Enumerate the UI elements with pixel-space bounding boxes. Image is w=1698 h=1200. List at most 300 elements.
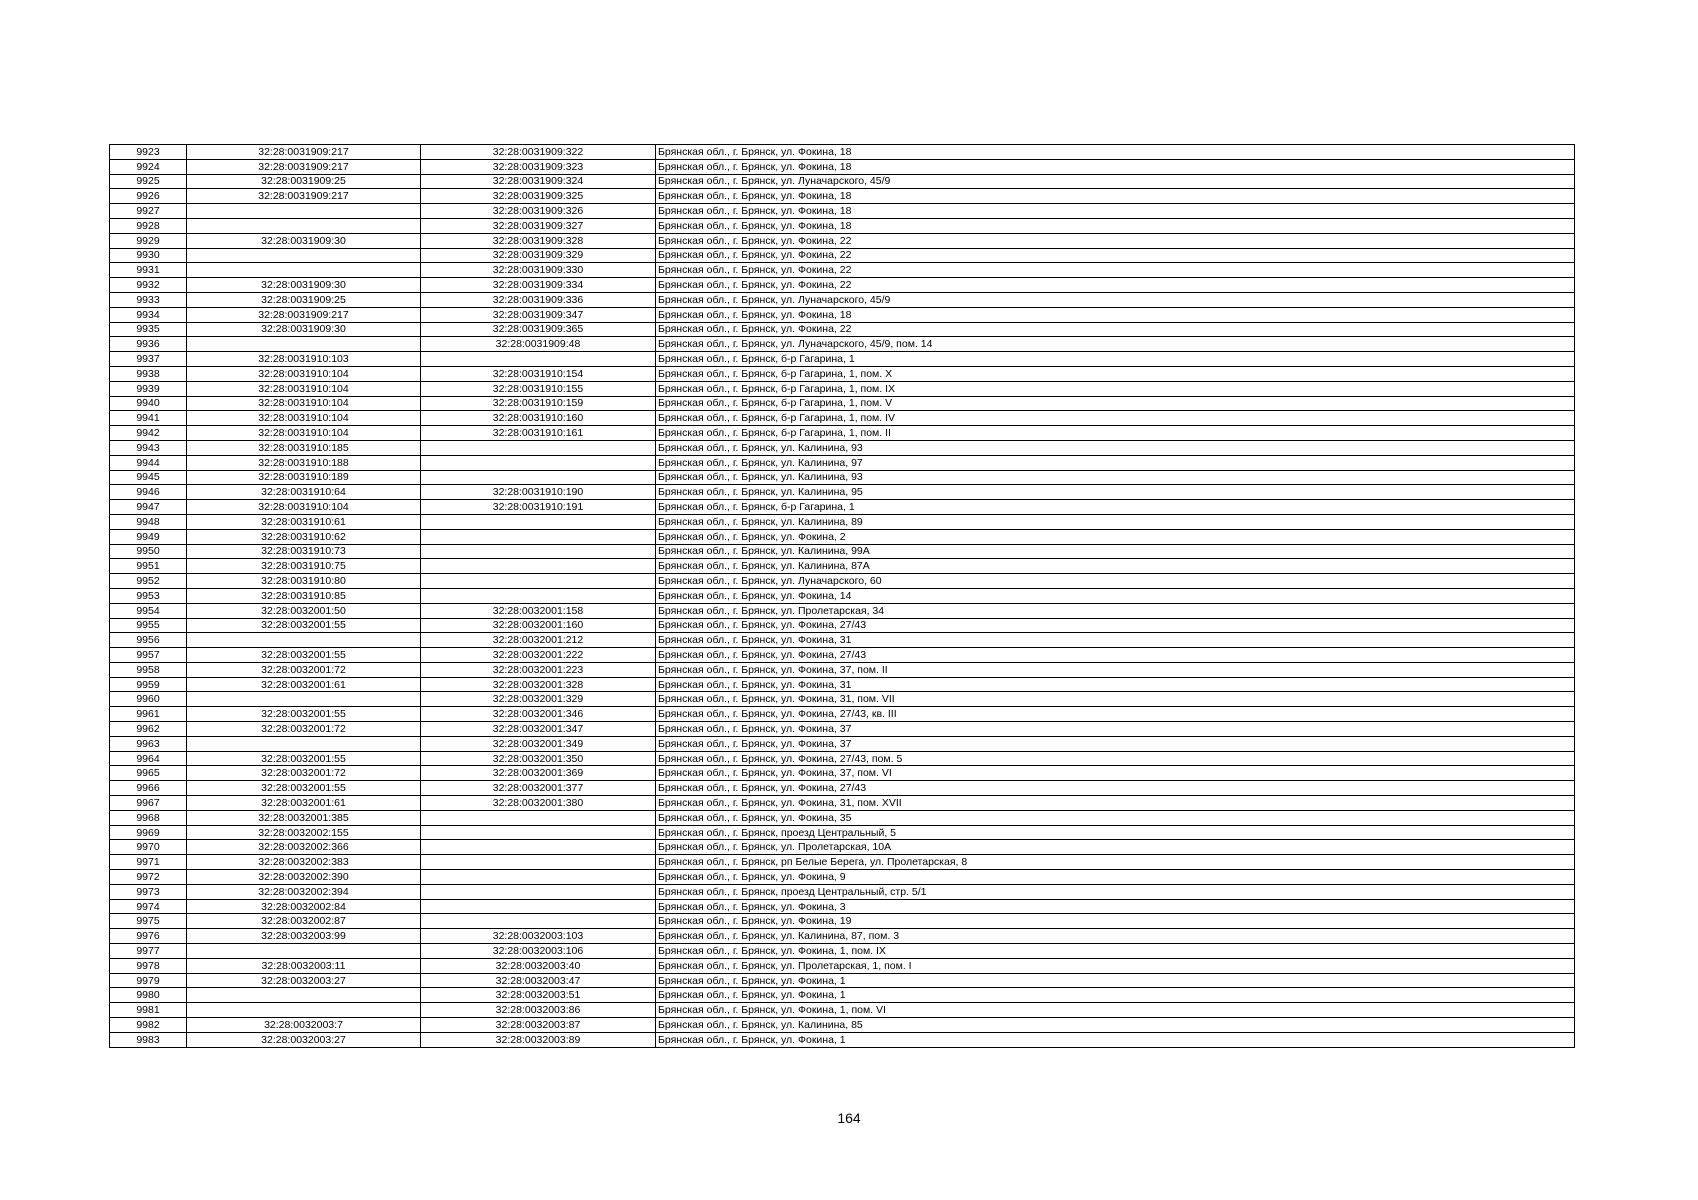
parcel-cadastral-number-cell — [187, 218, 421, 233]
address-cell: Брянская обл., г. Брянск, ул. Пролетарская, 1, пом. I — [656, 958, 1575, 973]
table-row — [110, 677, 1575, 692]
parcel-cadastral-number-cell: 32:28:0031910:104 — [187, 426, 421, 441]
address-cell: Брянская обл., г. Брянск, ул. Фокина, 18 — [656, 204, 1575, 219]
row-number-cell: 9944 — [110, 455, 187, 470]
object-cadastral-number-cell — [421, 514, 656, 529]
parcel-cadastral-number-cell: 32:28:0031910:62 — [187, 529, 421, 544]
parcel-cadastral-number-cell: 32:28:0031909:217 — [187, 307, 421, 322]
table-row — [110, 559, 1575, 574]
table-row — [110, 1018, 1575, 1033]
table-row — [110, 855, 1575, 870]
address-cell: Брянская обл., г. Брянск, ул. Пролетарская, 10А — [656, 840, 1575, 855]
address-cell: Брянская обл., г. Брянск, ул. Фокина, 22 — [656, 263, 1575, 278]
object-cadastral-number-cell: 32:28:0032001:212 — [421, 633, 656, 648]
page-number: 164 — [837, 1110, 861, 1126]
object-cadastral-number-cell: 32:28:0032001:377 — [421, 781, 656, 796]
object-cadastral-number-cell — [421, 899, 656, 914]
object-cadastral-number-cell: 32:28:0031909:322 — [421, 145, 656, 160]
row-number-cell: 9930 — [110, 248, 187, 263]
parcel-cadastral-number-cell: 32:28:0032001:55 — [187, 751, 421, 766]
table-row — [110, 707, 1575, 722]
parcel-cadastral-number-cell: 32:28:0032001:72 — [187, 722, 421, 737]
address-cell: Брянская обл., г. Брянск, ул. Фокина, 31 — [656, 677, 1575, 692]
table-row — [110, 810, 1575, 825]
row-number-cell: 9953 — [110, 588, 187, 603]
address-cell: Брянская обл., г. Брянск, ул. Луначарского, 45/9, пом. 14 — [656, 337, 1575, 352]
object-cadastral-number-cell: 32:28:0032001:223 — [421, 662, 656, 677]
address-cell: Брянская обл., г. Брянск, ул. Калинина, 93 — [656, 440, 1575, 455]
address-cell: Брянская обл., г. Брянск, проезд Центральный, 5 — [656, 825, 1575, 840]
parcel-cadastral-number-cell: 32:28:0032002:87 — [187, 914, 421, 929]
parcel-cadastral-number-cell: 32:28:0031910:188 — [187, 455, 421, 470]
address-cell: Брянская обл., г. Брянск, ул. Фокина, 2 — [656, 529, 1575, 544]
object-cadastral-number-cell: 32:28:0032001:158 — [421, 603, 656, 618]
table-row — [110, 958, 1575, 973]
table-row — [110, 929, 1575, 944]
object-cadastral-number-cell: 32:28:0031909:324 — [421, 174, 656, 189]
row-number-cell: 9981 — [110, 1003, 187, 1018]
table-row — [110, 381, 1575, 396]
row-number-cell: 9975 — [110, 914, 187, 929]
object-cadastral-number-cell: 32:28:0032003:51 — [421, 988, 656, 1003]
address-cell: Брянская обл., г. Брянск, ул. Луначарского, 60 — [656, 574, 1575, 589]
table-row — [110, 825, 1575, 840]
row-number-cell: 9949 — [110, 529, 187, 544]
row-number-cell: 9926 — [110, 189, 187, 204]
address-cell: Брянская обл., г. Брянск, ул. Фокина, 31 — [656, 633, 1575, 648]
parcel-cadastral-number-cell: 32:28:0031910:61 — [187, 514, 421, 529]
table-row — [110, 973, 1575, 988]
row-number-cell: 9946 — [110, 485, 187, 500]
row-number-cell: 9940 — [110, 396, 187, 411]
row-number-cell: 9952 — [110, 574, 187, 589]
address-cell: Брянская обл., г. Брянск, ул. Фокина, 1, пом. IX — [656, 944, 1575, 959]
parcel-cadastral-number-cell — [187, 988, 421, 1003]
row-number-cell: 9948 — [110, 514, 187, 529]
parcel-cadastral-number-cell — [187, 1003, 421, 1018]
object-cadastral-number-cell: 32:28:0032001:350 — [421, 751, 656, 766]
row-number-cell: 9942 — [110, 426, 187, 441]
row-number-cell: 9959 — [110, 677, 187, 692]
address-cell: Брянская обл., г. Брянск, б-р Гагарина, 1, пом. II — [656, 426, 1575, 441]
object-cadastral-number-cell: 32:28:0032001:222 — [421, 648, 656, 663]
parcel-cadastral-number-cell: 32:28:0031909:25 — [187, 174, 421, 189]
object-cadastral-number-cell: 32:28:0032001:346 — [421, 707, 656, 722]
parcel-cadastral-number-cell: 32:28:0032002:366 — [187, 840, 421, 855]
parcel-cadastral-number-cell — [187, 736, 421, 751]
table-body — [110, 145, 1575, 1048]
parcel-cadastral-number-cell — [187, 692, 421, 707]
object-cadastral-number-cell: 32:28:0032003:89 — [421, 1032, 656, 1047]
table-row — [110, 426, 1575, 441]
address-cell: Брянская обл., г. Брянск, ул. Калинина, 93 — [656, 470, 1575, 485]
table-row — [110, 870, 1575, 885]
row-number-cell: 9973 — [110, 884, 187, 899]
table-row — [110, 174, 1575, 189]
parcel-cadastral-number-cell: 32:28:0031910:104 — [187, 500, 421, 515]
parcel-cadastral-number-cell: 32:28:0031910:75 — [187, 559, 421, 574]
address-cell: Брянская обл., г. Брянск, ул. Фокина, 19 — [656, 914, 1575, 929]
row-number-cell: 9974 — [110, 899, 187, 914]
table-row — [110, 840, 1575, 855]
object-cadastral-number-cell: 32:28:0032001:160 — [421, 618, 656, 633]
parcel-cadastral-number-cell: 32:28:0032003:11 — [187, 958, 421, 973]
address-cell: Брянская обл., г. Брянск, ул. Фокина, 22 — [656, 248, 1575, 263]
parcel-cadastral-number-cell: 32:28:0031910:104 — [187, 366, 421, 381]
object-cadastral-number-cell — [421, 588, 656, 603]
table-row — [110, 662, 1575, 677]
parcel-cadastral-number-cell: 32:28:0031910:103 — [187, 352, 421, 367]
object-cadastral-number-cell — [421, 440, 656, 455]
object-cadastral-number-cell: 32:28:0031909:336 — [421, 292, 656, 307]
table-row — [110, 366, 1575, 381]
parcel-cadastral-number-cell: 32:28:0032001:72 — [187, 662, 421, 677]
object-cadastral-number-cell: 32:28:0031909:323 — [421, 159, 656, 174]
parcel-cadastral-number-cell: 32:28:0032001:72 — [187, 766, 421, 781]
object-cadastral-number-cell: 32:28:0031909:48 — [421, 337, 656, 352]
parcel-cadastral-number-cell: 32:28:0032001:50 — [187, 603, 421, 618]
parcel-cadastral-number-cell: 32:28:0032002:84 — [187, 899, 421, 914]
address-cell: Брянская обл., г. Брянск, ул. Фокина, 31, пом. XVII — [656, 796, 1575, 811]
address-cell: Брянская обл., г. Брянск, ул. Фокина, 27/43, пом. 5 — [656, 751, 1575, 766]
address-cell: Брянская обл., г. Брянск, ул. Калинина, 99А — [656, 544, 1575, 559]
object-cadastral-number-cell: 32:28:0031910:155 — [421, 381, 656, 396]
table-row — [110, 292, 1575, 307]
address-cell: Брянская обл., г. Брянск, ул. Пролетарская, 34 — [656, 603, 1575, 618]
row-number-cell: 9943 — [110, 440, 187, 455]
table-row — [110, 884, 1575, 899]
object-cadastral-number-cell: 32:28:0032001:347 — [421, 722, 656, 737]
table-row — [110, 899, 1575, 914]
address-cell: Брянская обл., г. Брянск, ул. Фокина, 3 — [656, 899, 1575, 914]
row-number-cell: 9923 — [110, 145, 187, 160]
row-number-cell: 9934 — [110, 307, 187, 322]
row-number-cell: 9927 — [110, 204, 187, 219]
object-cadastral-number-cell: 32:28:0031909:328 — [421, 233, 656, 248]
object-cadastral-number-cell: 32:28:0031910:154 — [421, 366, 656, 381]
parcel-cadastral-number-cell: 32:28:0031910:80 — [187, 574, 421, 589]
address-cell: Брянская обл., г. Брянск, ул. Фокина, 22 — [656, 322, 1575, 337]
object-cadastral-number-cell: 32:28:0031909:327 — [421, 218, 656, 233]
row-number-cell: 9936 — [110, 337, 187, 352]
object-cadastral-number-cell: 32:28:0032003:87 — [421, 1018, 656, 1033]
address-cell: Брянская обл., г. Брянск, ул. Фокина, 35 — [656, 810, 1575, 825]
table-row — [110, 396, 1575, 411]
row-number-cell: 9945 — [110, 470, 187, 485]
table-row — [110, 248, 1575, 263]
row-number-cell: 9939 — [110, 381, 187, 396]
table-row — [110, 751, 1575, 766]
address-cell: Брянская обл., г. Брянск, б-р Гагарина, 1 — [656, 500, 1575, 515]
row-number-cell: 9941 — [110, 411, 187, 426]
address-cell: Брянская обл., г. Брянск, ул. Луначарского, 45/9 — [656, 174, 1575, 189]
object-cadastral-number-cell — [421, 529, 656, 544]
parcel-cadastral-number-cell: 32:28:0032001:55 — [187, 781, 421, 796]
table-row — [110, 263, 1575, 278]
address-cell: Брянская обл., г. Брянск, ул. Калинина, 95 — [656, 485, 1575, 500]
parcel-cadastral-number-cell: 32:28:0031910:64 — [187, 485, 421, 500]
parcel-cadastral-number-cell: 32:28:0031910:185 — [187, 440, 421, 455]
table-row — [110, 278, 1575, 293]
parcel-cadastral-number-cell: 32:28:0032001:55 — [187, 618, 421, 633]
row-number-cell: 9925 — [110, 174, 187, 189]
table-row — [110, 189, 1575, 204]
address-cell: Брянская обл., г. Брянск, б-р Гагарина, 1, пом. IV — [656, 411, 1575, 426]
object-cadastral-number-cell — [421, 825, 656, 840]
address-cell: Брянская обл., г. Брянск, ул. Фокина, 1 — [656, 1032, 1575, 1047]
table-row — [110, 322, 1575, 337]
parcel-cadastral-number-cell: 32:28:0032001:61 — [187, 796, 421, 811]
table-row — [110, 544, 1575, 559]
row-number-cell: 9983 — [110, 1032, 187, 1047]
row-number-cell: 9929 — [110, 233, 187, 248]
parcel-cadastral-number-cell — [187, 263, 421, 278]
table-row — [110, 411, 1575, 426]
row-number-cell: 9933 — [110, 292, 187, 307]
parcel-cadastral-number-cell — [187, 944, 421, 959]
table-row — [110, 514, 1575, 529]
table-row — [110, 233, 1575, 248]
address-cell: Брянская обл., г. Брянск, ул. Фокина, 18 — [656, 307, 1575, 322]
parcel-cadastral-number-cell: 32:28:0031910:189 — [187, 470, 421, 485]
object-cadastral-number-cell — [421, 855, 656, 870]
address-cell: Брянская обл., г. Брянск, ул. Фокина, 37, пом. II — [656, 662, 1575, 677]
table-row — [110, 781, 1575, 796]
address-cell: Брянская обл., г. Брянск, ул. Фокина, 1 — [656, 988, 1575, 1003]
row-number-cell: 9980 — [110, 988, 187, 1003]
address-cell: Брянская обл., г. Брянск, ул. Калинина, 89 — [656, 514, 1575, 529]
table-row — [110, 648, 1575, 663]
row-number-cell: 9935 — [110, 322, 187, 337]
object-cadastral-number-cell: 32:28:0031909:330 — [421, 263, 656, 278]
object-cadastral-number-cell: 32:28:0032001:329 — [421, 692, 656, 707]
address-cell: Брянская обл., г. Брянск, проезд Центральный, стр. 5/1 — [656, 884, 1575, 899]
table-row — [110, 722, 1575, 737]
table-row — [110, 588, 1575, 603]
table-row — [110, 529, 1575, 544]
object-cadastral-number-cell: 32:28:0031910:161 — [421, 426, 656, 441]
table-row — [110, 692, 1575, 707]
parcel-cadastral-number-cell: 32:28:0032002:394 — [187, 884, 421, 899]
address-cell: Брянская обл., г. Брянск, ул. Фокина, 1 — [656, 973, 1575, 988]
table-row — [110, 603, 1575, 618]
row-number-cell: 9937 — [110, 352, 187, 367]
row-number-cell: 9965 — [110, 766, 187, 781]
row-number-cell: 9968 — [110, 810, 187, 825]
object-cadastral-number-cell: 32:28:0032003:103 — [421, 929, 656, 944]
parcel-cadastral-number-cell: 32:28:0032001:61 — [187, 677, 421, 692]
table-row — [110, 633, 1575, 648]
address-cell: Брянская обл., г. Брянск, ул. Фокина, 31, пом. VII — [656, 692, 1575, 707]
object-cadastral-number-cell — [421, 574, 656, 589]
row-number-cell: 9963 — [110, 736, 187, 751]
object-cadastral-number-cell: 32:28:0032003:47 — [421, 973, 656, 988]
address-cell: Брянская обл., г. Брянск, ул. Фокина, 37 — [656, 722, 1575, 737]
address-cell: Брянская обл., г. Брянск, ул. Фокина, 22 — [656, 278, 1575, 293]
parcel-cadastral-number-cell: 32:28:0031909:217 — [187, 159, 421, 174]
row-number-cell: 9954 — [110, 603, 187, 618]
parcel-cadastral-number-cell: 32:28:0032001:385 — [187, 810, 421, 825]
table-row — [110, 944, 1575, 959]
table-row — [110, 766, 1575, 781]
row-number-cell: 9960 — [110, 692, 187, 707]
address-cell: Брянская обл., г. Брянск, ул. Фокина, 18 — [656, 189, 1575, 204]
address-cell: Брянская обл., г. Брянск, ул. Фокина, 37 — [656, 736, 1575, 751]
object-cadastral-number-cell: 32:28:0032001:328 — [421, 677, 656, 692]
address-cell: Брянская обл., г. Брянск, ул. Фокина, 27/43, кв. III — [656, 707, 1575, 722]
address-cell: Брянская обл., г. Брянск, ул. Фокина, 27/43 — [656, 781, 1575, 796]
address-cell: Брянская обл., г. Брянск, ул. Фокина, 18 — [656, 159, 1575, 174]
object-cadastral-number-cell: 32:28:0031909:334 — [421, 278, 656, 293]
object-cadastral-number-cell — [421, 544, 656, 559]
row-number-cell: 9962 — [110, 722, 187, 737]
parcel-cadastral-number-cell: 32:28:0031909:217 — [187, 189, 421, 204]
object-cadastral-number-cell: 32:28:0031910:160 — [421, 411, 656, 426]
table-row — [110, 485, 1575, 500]
address-cell: Брянская обл., г. Брянск, ул. Фокина, 14 — [656, 588, 1575, 603]
object-cadastral-number-cell — [421, 870, 656, 885]
object-cadastral-number-cell — [421, 840, 656, 855]
parcel-cadastral-number-cell: 32:28:0032001:55 — [187, 648, 421, 663]
object-cadastral-number-cell — [421, 884, 656, 899]
parcel-cadastral-number-cell: 32:28:0031909:30 — [187, 233, 421, 248]
address-cell: Брянская обл., г. Брянск, ул. Фокина, 22 — [656, 233, 1575, 248]
parcel-cadastral-number-cell: 32:28:0031910:85 — [187, 588, 421, 603]
object-cadastral-number-cell — [421, 810, 656, 825]
address-cell: Брянская обл., г. Брянск, ул. Фокина, 18 — [656, 218, 1575, 233]
parcel-cadastral-number-cell: 32:28:0032002:155 — [187, 825, 421, 840]
table-row — [110, 1032, 1575, 1047]
object-cadastral-number-cell — [421, 914, 656, 929]
parcel-cadastral-number-cell: 32:28:0031910:104 — [187, 381, 421, 396]
parcel-cadastral-number-cell — [187, 248, 421, 263]
object-cadastral-number-cell: 32:28:0032003:106 — [421, 944, 656, 959]
object-cadastral-number-cell: 32:28:0031909:325 — [421, 189, 656, 204]
row-number-cell: 9971 — [110, 855, 187, 870]
table-row — [110, 618, 1575, 633]
parcel-cadastral-number-cell: 32:28:0032002:390 — [187, 870, 421, 885]
object-cadastral-number-cell: 32:28:0032003:40 — [421, 958, 656, 973]
row-number-cell: 9979 — [110, 973, 187, 988]
address-cell: Брянская обл., г. Брянск, ул. Фокина, 37, пом. VI — [656, 766, 1575, 781]
table-row — [110, 455, 1575, 470]
table-row — [110, 500, 1575, 515]
object-cadastral-number-cell: 32:28:0032003:86 — [421, 1003, 656, 1018]
address-cell: Брянская обл., г. Брянск, ул. Калинина, 87А — [656, 559, 1575, 574]
cadastral-table — [109, 144, 1575, 1048]
object-cadastral-number-cell: 32:28:0031909:365 — [421, 322, 656, 337]
row-number-cell: 9961 — [110, 707, 187, 722]
address-cell: Брянская обл., г. Брянск, ул. Фокина, 18 — [656, 145, 1575, 160]
object-cadastral-number-cell: 32:28:0031910:159 — [421, 396, 656, 411]
parcel-cadastral-number-cell: 32:28:0032003:27 — [187, 1032, 421, 1047]
address-cell: Брянская обл., г. Брянск, ул. Фокина, 9 — [656, 870, 1575, 885]
row-number-cell: 9970 — [110, 840, 187, 855]
row-number-cell: 9972 — [110, 870, 187, 885]
table-row — [110, 159, 1575, 174]
address-cell: Брянская обл., г. Брянск, ул. Калинина, 97 — [656, 455, 1575, 470]
parcel-cadastral-number-cell: 32:28:0031909:217 — [187, 145, 421, 160]
table-row — [110, 204, 1575, 219]
address-cell: Брянская обл., г. Брянск, б-р Гагарина, 1 — [656, 352, 1575, 367]
parcel-cadastral-number-cell: 32:28:0031909:25 — [187, 292, 421, 307]
table-row — [110, 307, 1575, 322]
row-number-cell: 9977 — [110, 944, 187, 959]
row-number-cell: 9978 — [110, 958, 187, 973]
row-number-cell: 9947 — [110, 500, 187, 515]
row-number-cell: 9982 — [110, 1018, 187, 1033]
address-cell: Брянская обл., г. Брянск, ул. Калинина, 87, пом. 3 — [656, 929, 1575, 944]
address-cell: Брянская обл., г. Брянск, б-р Гагарина, 1, пом. V — [656, 396, 1575, 411]
object-cadastral-number-cell — [421, 455, 656, 470]
table-row — [110, 218, 1575, 233]
parcel-cadastral-number-cell: 32:28:0031909:30 — [187, 322, 421, 337]
address-cell: Брянская обл., г. Брянск, ул. Луначарского, 45/9 — [656, 292, 1575, 307]
parcel-cadastral-number-cell: 32:28:0031909:30 — [187, 278, 421, 293]
parcel-cadastral-number-cell — [187, 337, 421, 352]
row-number-cell: 9956 — [110, 633, 187, 648]
parcel-cadastral-number-cell — [187, 204, 421, 219]
row-number-cell: 9957 — [110, 648, 187, 663]
address-cell: Брянская обл., г. Брянск, б-р Гагарина, 1, пом. IX — [656, 381, 1575, 396]
row-number-cell: 9958 — [110, 662, 187, 677]
object-cadastral-number-cell: 32:28:0032001:349 — [421, 736, 656, 751]
object-cadastral-number-cell — [421, 470, 656, 485]
row-number-cell: 9932 — [110, 278, 187, 293]
row-number-cell: 9924 — [110, 159, 187, 174]
row-number-cell: 9967 — [110, 796, 187, 811]
row-number-cell: 9955 — [110, 618, 187, 633]
parcel-cadastral-number-cell: 32:28:0031910:73 — [187, 544, 421, 559]
address-cell: Брянская обл., г. Брянск, б-р Гагарина, 1, пом. X — [656, 366, 1575, 381]
object-cadastral-number-cell: 32:28:0031910:190 — [421, 485, 656, 500]
parcel-cadastral-number-cell: 32:28:0031910:104 — [187, 411, 421, 426]
object-cadastral-number-cell: 32:28:0031909:329 — [421, 248, 656, 263]
table-row — [110, 352, 1575, 367]
parcel-cadastral-number-cell: 32:28:0031910:104 — [187, 396, 421, 411]
parcel-cadastral-number-cell: 32:28:0032003:99 — [187, 929, 421, 944]
row-number-cell: 9931 — [110, 263, 187, 278]
row-number-cell: 9951 — [110, 559, 187, 574]
object-cadastral-number-cell: 32:28:0031909:326 — [421, 204, 656, 219]
object-cadastral-number-cell — [421, 559, 656, 574]
address-cell: Брянская обл., г. Брянск, рп Белые Берега, ул. Пролетарская, 8 — [656, 855, 1575, 870]
row-number-cell: 9966 — [110, 781, 187, 796]
object-cadastral-number-cell: 32:28:0032001:369 — [421, 766, 656, 781]
row-number-cell: 9950 — [110, 544, 187, 559]
object-cadastral-number-cell: 32:28:0031909:347 — [421, 307, 656, 322]
address-cell: Брянская обл., г. Брянск, ул. Фокина, 27/43 — [656, 648, 1575, 663]
parcel-cadastral-number-cell: 32:28:0032002:383 — [187, 855, 421, 870]
address-cell: Брянская обл., г. Брянск, ул. Фокина, 27/43 — [656, 618, 1575, 633]
table-row — [110, 574, 1575, 589]
parcel-cadastral-number-cell: 32:28:0032003:7 — [187, 1018, 421, 1033]
table-row — [110, 440, 1575, 455]
table-row — [110, 145, 1575, 160]
object-cadastral-number-cell: 32:28:0031910:191 — [421, 500, 656, 515]
object-cadastral-number-cell: 32:28:0032001:380 — [421, 796, 656, 811]
row-number-cell: 9964 — [110, 751, 187, 766]
table-row — [110, 914, 1575, 929]
address-cell: Брянская обл., г. Брянск, ул. Фокина, 1, пом. VI — [656, 1003, 1575, 1018]
table-row — [110, 988, 1575, 1003]
object-cadastral-number-cell — [421, 352, 656, 367]
row-number-cell: 9938 — [110, 366, 187, 381]
table-row — [110, 736, 1575, 751]
row-number-cell: 9976 — [110, 929, 187, 944]
parcel-cadastral-number-cell: 32:28:0032003:27 — [187, 973, 421, 988]
row-number-cell: 9928 — [110, 218, 187, 233]
